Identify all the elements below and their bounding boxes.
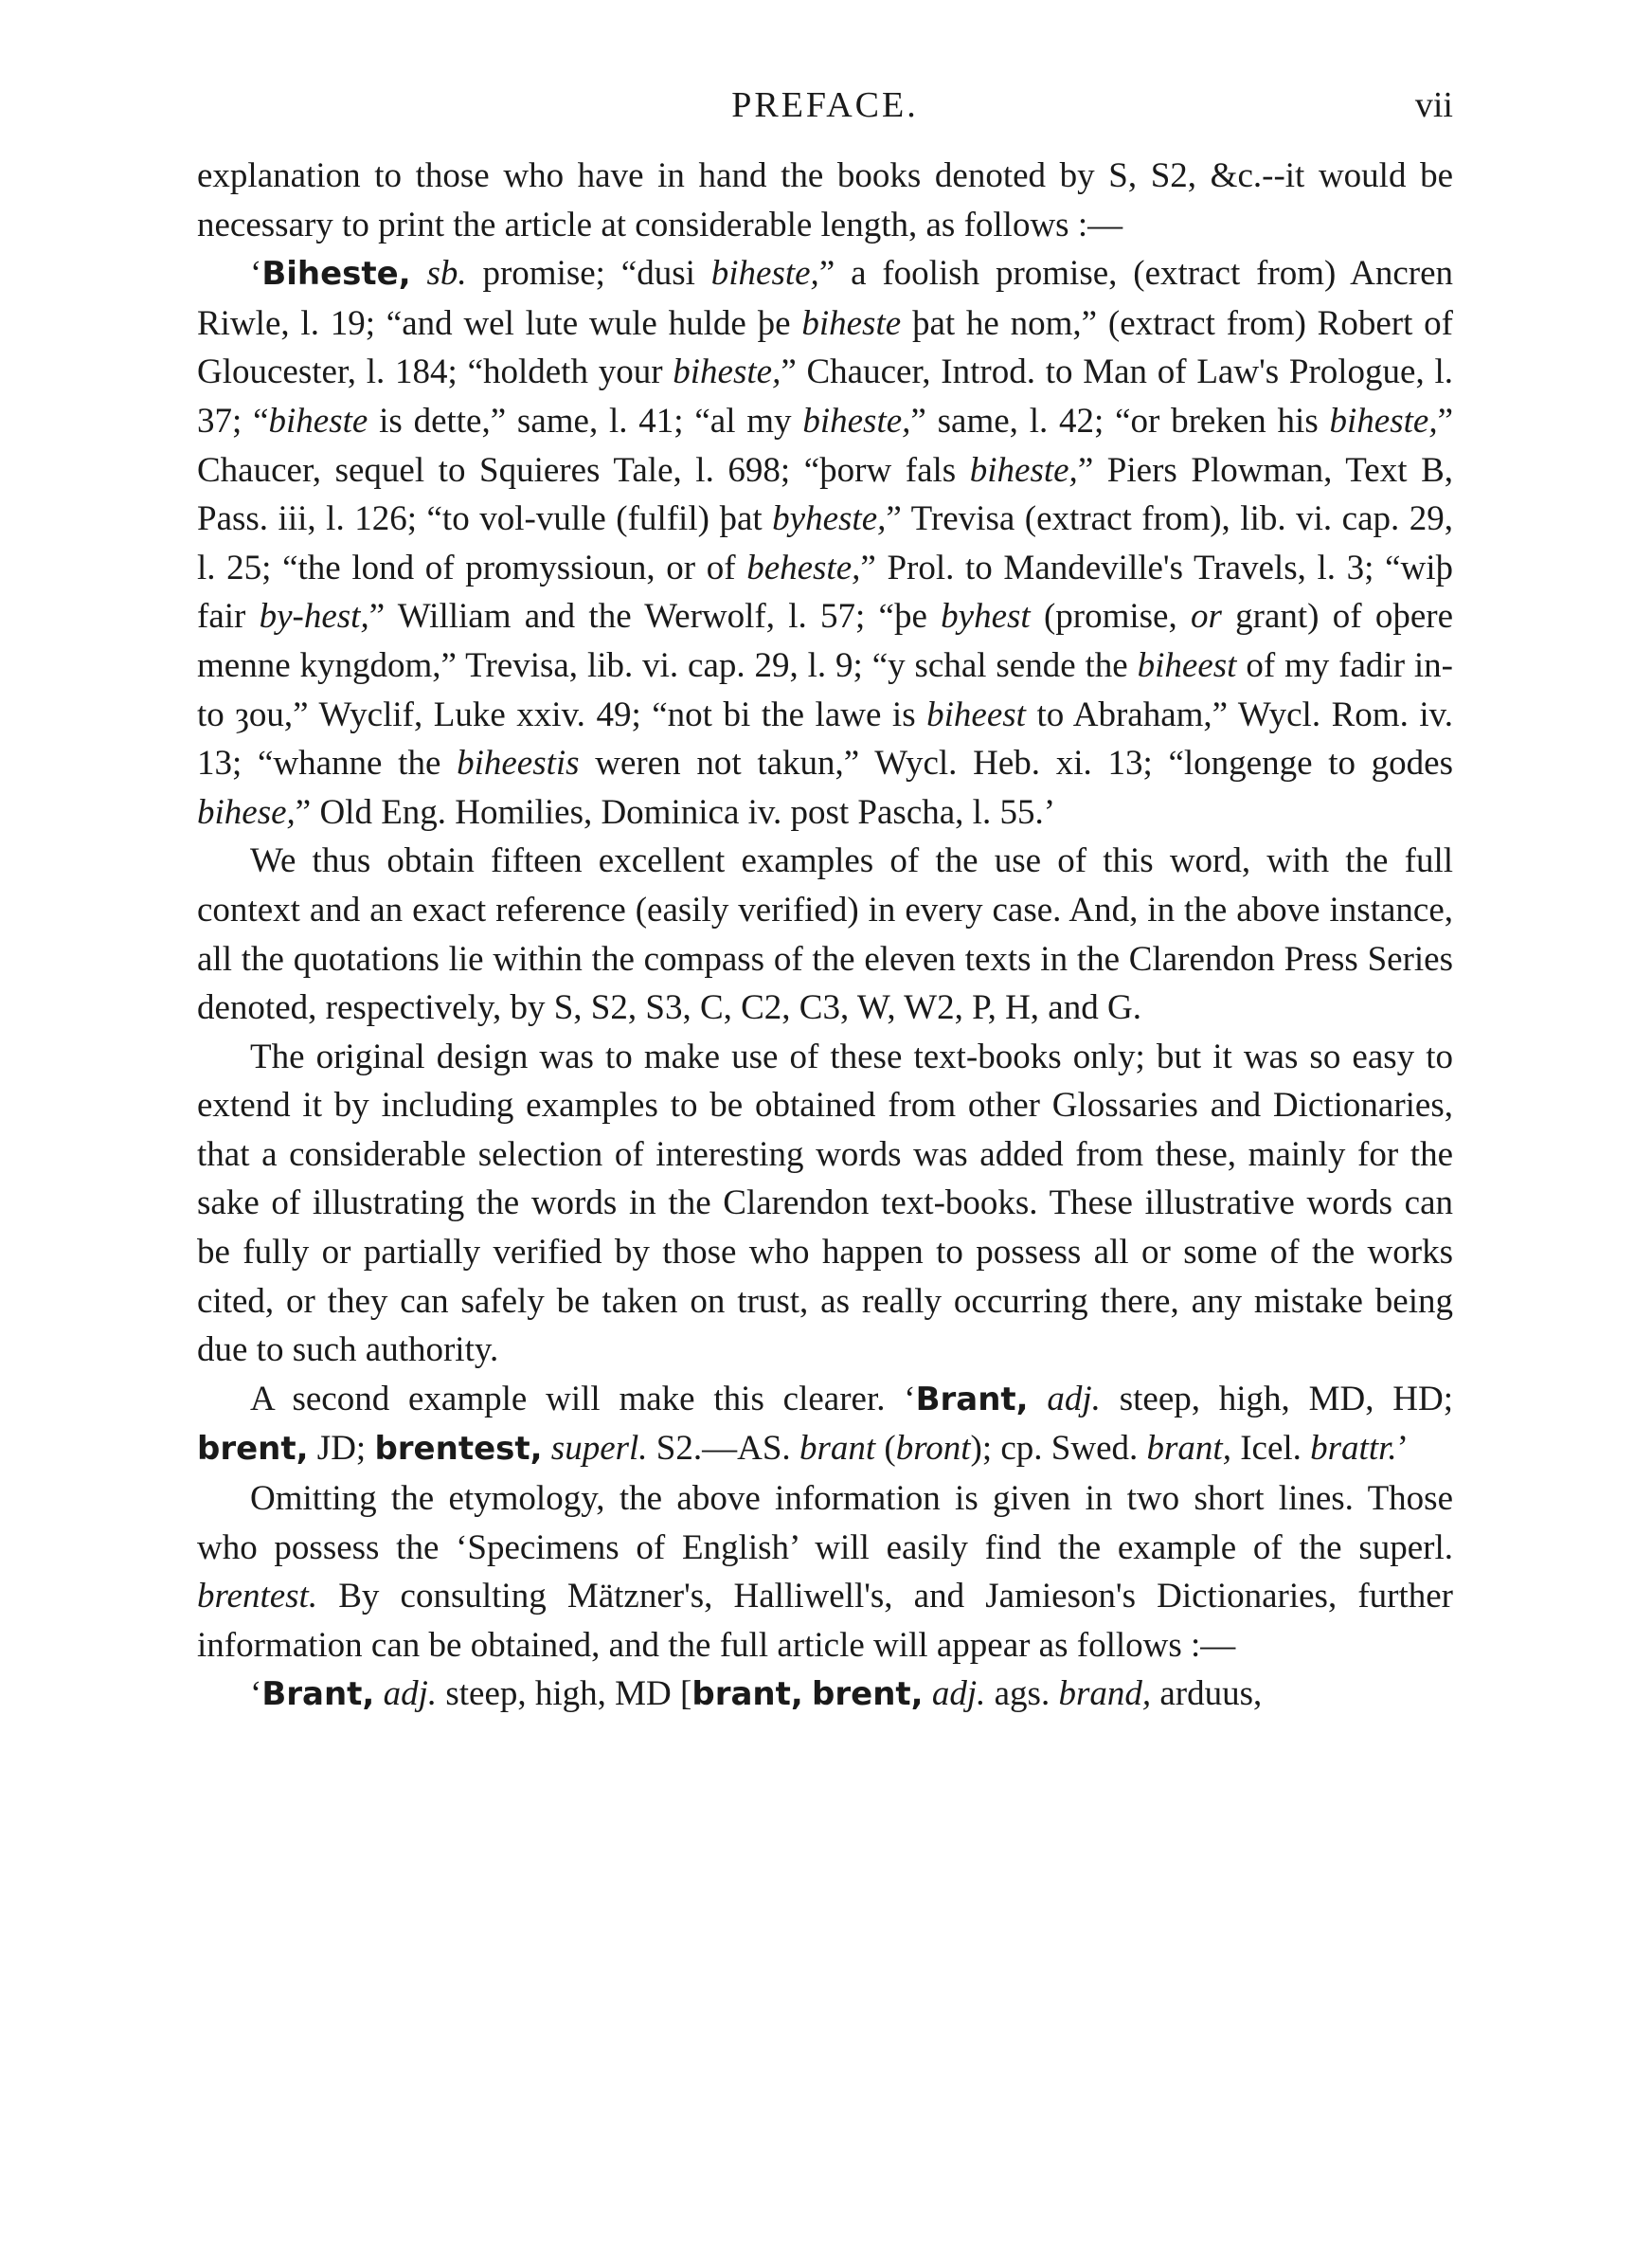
italic-term: brant <box>799 1429 876 1469</box>
headword: brant, <box>691 1675 803 1714</box>
italic-term: byheste, <box>772 499 887 539</box>
italic-term: beheste, <box>746 548 861 587</box>
text-run: steep, high, MD [ <box>437 1674 692 1714</box>
text-run: A second example will make this clearer. ‘ <box>250 1379 916 1418</box>
text-run: ” Prol. to Mandeville's Travels, l. 3; “wiþ fair <box>197 548 1453 637</box>
text-run: þat he nom,” (extract from) Robert of Gloucester, l. 184; “holdeth your <box>197 303 1453 392</box>
italic-term: biheste, <box>710 254 819 294</box>
text-run: ” Chaucer, sequel to Squieres Tale, l. 698; “þorw fals <box>197 401 1454 490</box>
italic-term: adj. <box>1047 1379 1101 1418</box>
text-run <box>374 1674 383 1713</box>
text-run: Omitting the etymology, the above information is given in two short lines. Those who possess the ‘Specimens of English’ will easily find the example of the superl. <box>197 1479 1453 1567</box>
paragraph <box>197 152 1453 249</box>
text-run: arduus, <box>1151 1674 1263 1714</box>
text-run: to Abraham,” Wycl. Rom. iv. 13; “whanne the <box>197 695 1453 784</box>
text-run: ” Old Eng. Homilies, Dominica iv. post Pascha, l. 55.’ <box>295 792 1056 832</box>
text-run: ags. <box>985 1674 1059 1714</box>
page-title: PREFACE. <box>731 85 919 125</box>
headword: Biheste, <box>261 255 411 294</box>
italic-term: brant, <box>1146 1429 1231 1469</box>
text-run: explanation to those who have in hand the books denoted by S, S2, &c.--it would be necessary to print the article at considerable length, as follows :— <box>197 156 1453 244</box>
italic-term: biheste, <box>1329 401 1438 441</box>
headword: brent, <box>197 1430 309 1469</box>
italic-term: byhest <box>941 597 1031 637</box>
text-run: weren not takun,” Wycl. Heb. xi. 13; “longenge to godes <box>579 744 1453 784</box>
italic-term: biheste, <box>673 352 781 392</box>
text-run: The original design was to make use of these text-books only; but it was so easy to extend it by including examples to be obtained from other Glossaries and Dictionaries, that a considerable selection of interesting words was added from these, mainly for the sake of illustrating the words in the Clarendon text-books. These illustrative words can be fully or partially verified by those who happen to possess all or some of the works cited, or they can safely be taken on trust, as really occurring there, any mistake being due to such authority. <box>197 1037 1453 1370</box>
italic-term: brand, <box>1058 1674 1152 1714</box>
text-run: promise; “dusi <box>466 254 711 294</box>
italic-term: brentest. <box>197 1577 318 1616</box>
text-run: grant) of oþere menne kyngdom,” Trevisa, lib. vi. cap. 29, l. 9; “y schal sende the <box>197 597 1453 685</box>
text-run <box>803 1674 812 1713</box>
text-run: ” Chaucer, Introd. to Man of Law's Prologue, l. 37; “ <box>197 352 1453 441</box>
text-run: ‘ <box>250 254 262 294</box>
text-run <box>924 1674 932 1713</box>
paragraph <box>197 837 1453 1032</box>
text-run: Icel. <box>1230 1429 1311 1469</box>
italic-term: superl. <box>550 1429 648 1469</box>
paragraph <box>197 1474 1453 1670</box>
italic-term: brattr. <box>1310 1429 1397 1469</box>
text-run <box>411 254 427 293</box>
italic-term: bihese, <box>197 792 296 832</box>
italic-term: adj. <box>383 1674 438 1714</box>
text-run: ” Trevisa (extract from), lib. vi. cap. 29, l. 25; “the lond of promyssioun, or of <box>197 499 1454 587</box>
italic-term: sb. <box>426 254 467 294</box>
paragraph <box>197 1375 1453 1474</box>
italic-term: biheste <box>268 401 368 441</box>
text-run: ” same, l. 42; “or breken his <box>910 401 1330 441</box>
italic-term: bront <box>895 1429 971 1469</box>
text-run: ); cp. Swed. <box>970 1429 1147 1469</box>
text-run: ( <box>875 1429 896 1469</box>
text-run: ” Piers Plowman, Text B, Pass. iii, l. 126; “to vol-vulle (fulfil) þat <box>197 450 1453 539</box>
body-text <box>197 152 1453 1720</box>
text-run: S2.—AS. <box>647 1429 799 1469</box>
italic-term: adj. <box>931 1674 986 1714</box>
text-run <box>543 1429 551 1468</box>
page-number: vii <box>1414 85 1453 125</box>
text-run: (promise, <box>1030 597 1191 637</box>
paragraph <box>197 1033 1453 1375</box>
text-run: ” a foolish promise, (extract from) Ancren Riwle, l. 19; “and wel lute wule hulde þe <box>197 254 1453 343</box>
headword: Brant, <box>915 1380 1029 1418</box>
italic-term: biheste, <box>969 450 1078 490</box>
text-run <box>1029 1380 1048 1418</box>
italic-term: biheest <box>926 695 1026 734</box>
headword: brentest, <box>374 1430 543 1469</box>
paragraph <box>197 1670 1453 1720</box>
text-run: ” William and the Werwolf, l. 57; “þe <box>368 597 942 637</box>
text-run: By consulting Mätzner's, Halliwell's, and Jamieson's Dictionaries, further information can be obtained, and the full article will appear as follows :— <box>197 1577 1453 1665</box>
italic-term: biheste <box>801 303 902 343</box>
text-run: steep, high, MD, HD; <box>1100 1379 1453 1418</box>
text-run: of my fadir in-to ȝou,” Wyclif, Luke xxiv. 49; “not bi the lawe is <box>197 645 1453 734</box>
italic-term: biheste, <box>802 401 911 441</box>
headword: brent, <box>812 1675 924 1714</box>
text-run: JD; <box>308 1429 375 1469</box>
text-run: is dette,” same, l. 41; “al my <box>368 401 803 441</box>
text-run: ‘ <box>250 1674 262 1714</box>
italic-term: or <box>1190 597 1222 637</box>
paragraph <box>197 249 1453 837</box>
text-run: ’ <box>1396 1429 1409 1469</box>
headword: Brant, <box>261 1675 375 1714</box>
italic-term: biheest <box>1137 645 1237 685</box>
italic-term: biheestis <box>457 744 580 784</box>
italic-term: by-hest, <box>259 597 369 637</box>
running-head <box>197 81 1453 129</box>
text-run: We thus obtain fifteen excellent examples of the use of this word, with the full context and an exact reference (easily verified) in every case. And, in the above instance, all the quotations lie within the compass of the eleven texts in the Clarendon Press Series denoted, respectively, by S, S2, S3, C, C2, C3, W, W2, P, H, and G. <box>197 841 1453 1028</box>
